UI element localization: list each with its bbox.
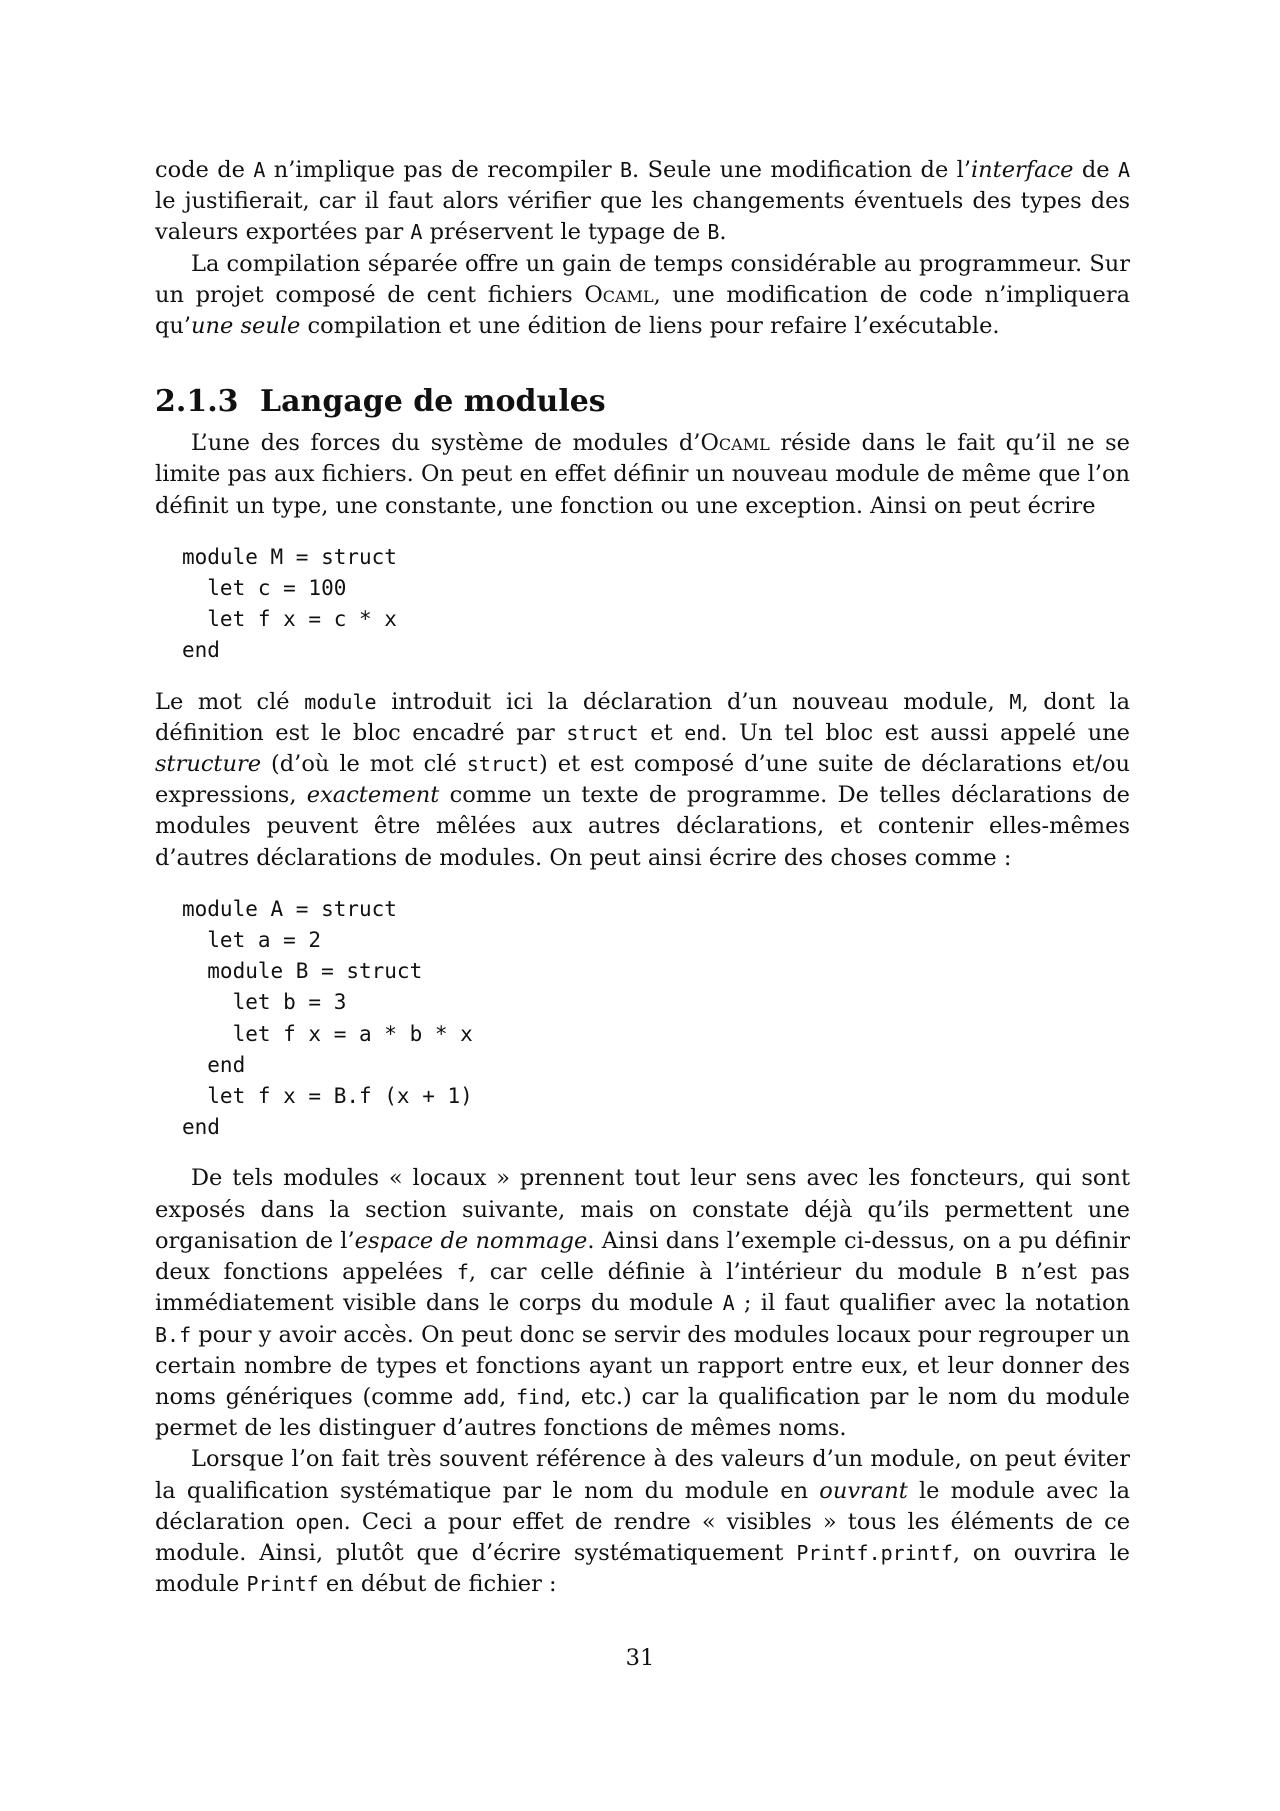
code-block-module-a: module A = struct let a = 2 module B = struct let b = 3 let f x = a * b * x end let f x = B.f (x + 1) end	[182, 896, 473, 1140]
small-caps-ocaml: Ocaml	[584, 281, 654, 308]
emphasis: exactement	[306, 782, 440, 809]
text: .	[719, 219, 727, 246]
text: et	[638, 719, 685, 746]
text: de	[1073, 157, 1118, 183]
inline-code: struct	[466, 752, 539, 777]
text: n’est pas immédiatement visible dans le corps du module	[155, 1259, 1130, 1317]
text: préservent le typage de	[422, 219, 708, 246]
text: . Un tel bloc est aussi appelé une	[720, 719, 1130, 746]
text: ) et est composé d’une suite de déclarations et/ou expressions,	[155, 751, 1130, 809]
inline-code: M	[1009, 689, 1022, 714]
text: , on ouvrira le module	[155, 1539, 1130, 1598]
emphasis: une seule	[191, 313, 301, 340]
inline-code: B	[995, 1260, 1008, 1285]
text: ,	[499, 1383, 516, 1410]
text: le module avec la déclaration	[155, 1477, 1131, 1535]
text: . Ainsi dans l’exemple ci-dessus, on a pu définir deux fonctions appelées	[155, 1227, 1130, 1286]
code-block-module-m: module M = struct let c = 100 let f x = c * x end	[182, 544, 397, 663]
emphasis: ouvrant	[819, 1477, 908, 1504]
inline-code: A	[253, 158, 266, 182]
page-number: 31	[625, 1645, 655, 1671]
text: ; il faut qualifier avec la notation	[734, 1290, 1130, 1317]
emphasis: espace de nommage	[354, 1227, 588, 1254]
page-body	[155, 155, 1130, 1600]
text: Le mot clé	[155, 688, 305, 715]
section-title: Langage de modules	[260, 384, 606, 420]
paragraph-open-module	[155, 1444, 1130, 1600]
text: Lorsque l’on fait très souvent référence à des valeurs d’un module, on peut éviter la qualification systématique par le nom du module en	[155, 1446, 1130, 1504]
text: n’implique pas de recompiler	[265, 157, 620, 183]
inline-code: Printf	[246, 1572, 319, 1597]
emphasis: structure	[155, 751, 262, 778]
paragraph-module-language	[155, 428, 1130, 522]
inline-code: Printf.printf	[796, 1540, 953, 1565]
text: compilation et une édition de liens pour refaire l’exécutable.	[300, 313, 1000, 340]
inline-code: module	[304, 689, 377, 714]
inline-code: find	[515, 1384, 565, 1409]
section-number: 2.1.3	[155, 384, 239, 420]
text: , car celle définie à l’intérieur du module	[468, 1259, 996, 1286]
inline-code: end	[684, 720, 721, 745]
inline-code: A	[722, 1291, 735, 1316]
text: . Ceci a pour effet de rendre « visibles » tous les éléments de ce module. Ainsi, plutôt que d’écrire systématiquement	[155, 1508, 1131, 1566]
inline-code: f	[456, 1260, 469, 1285]
text: De tels modules « locaux » prennent tout leur sens avec les foncteurs, qui sont exposés dans la section suivante, mais on constate déjà qu’ils permettent une organisation de l’	[155, 1165, 1130, 1254]
text: comme un texte de programme. De telles déclarations de modules peuvent être mêlées aux autres déclarations, et contenir elles-mêmes d’autres déclarations de modules. On peut ainsi écrire des choses comme :	[155, 782, 1130, 871]
text: L’une des forces du système de modules d’	[191, 430, 701, 457]
text: La compilation séparée offre un gain de temps considérable au programmeur. Sur un projet composé de cent fichiers	[155, 250, 1130, 308]
text: . Seule une modification de l’	[632, 157, 971, 183]
text: en début de fichier :	[318, 1571, 557, 1598]
text: introduit ici la déclaration d’un nouveau module,	[376, 688, 1010, 715]
paragraph-compilation-interface	[155, 155, 1130, 249]
text: , etc.) car la qualification par le nom du module permet de les distinguer d’autres fonctions de mêmes noms.	[155, 1383, 1130, 1442]
inline-code: A	[1117, 158, 1130, 182]
text: , une modification de code n’impliquera qu’	[155, 281, 1130, 340]
paragraph-module-keyword	[155, 687, 1130, 874]
inline-code: B	[620, 158, 633, 182]
emphasis: interface	[970, 157, 1074, 183]
inline-code: open	[295, 1509, 344, 1534]
text: réside dans le fait qu’il ne se limite pas aux fichiers. On peut en effet définir un nouveau module de même que l’on définit un type, une constante, une fonction ou une exception. Ainsi on peut écrire	[155, 430, 1130, 519]
text: , dont la définition est le bloc encadré par	[155, 688, 1131, 746]
inline-code: struct	[566, 720, 639, 745]
text: code de	[155, 157, 254, 183]
inline-code: A	[410, 220, 423, 245]
text: le justifierait, car il faut alors vérifier que les changements éventuels des types des valeurs exportées par	[155, 188, 1130, 246]
section-heading	[155, 382, 1130, 422]
text: pour y avoir accès. On peut donc se servir des modules locaux pour regrouper un certain nombre de types et fonctions ayant un rapport entre eux, et leur donner des noms génériques (comme	[155, 1321, 1130, 1410]
inline-code: B	[707, 220, 720, 245]
inline-code: B.f	[155, 1322, 192, 1347]
text: (d’où le mot clé	[261, 751, 467, 778]
small-caps-ocaml: Ocaml	[700, 430, 770, 457]
paragraph-separate-compilation	[155, 249, 1130, 343]
paragraph-local-modules	[155, 1163, 1130, 1444]
inline-code: add	[463, 1384, 500, 1409]
